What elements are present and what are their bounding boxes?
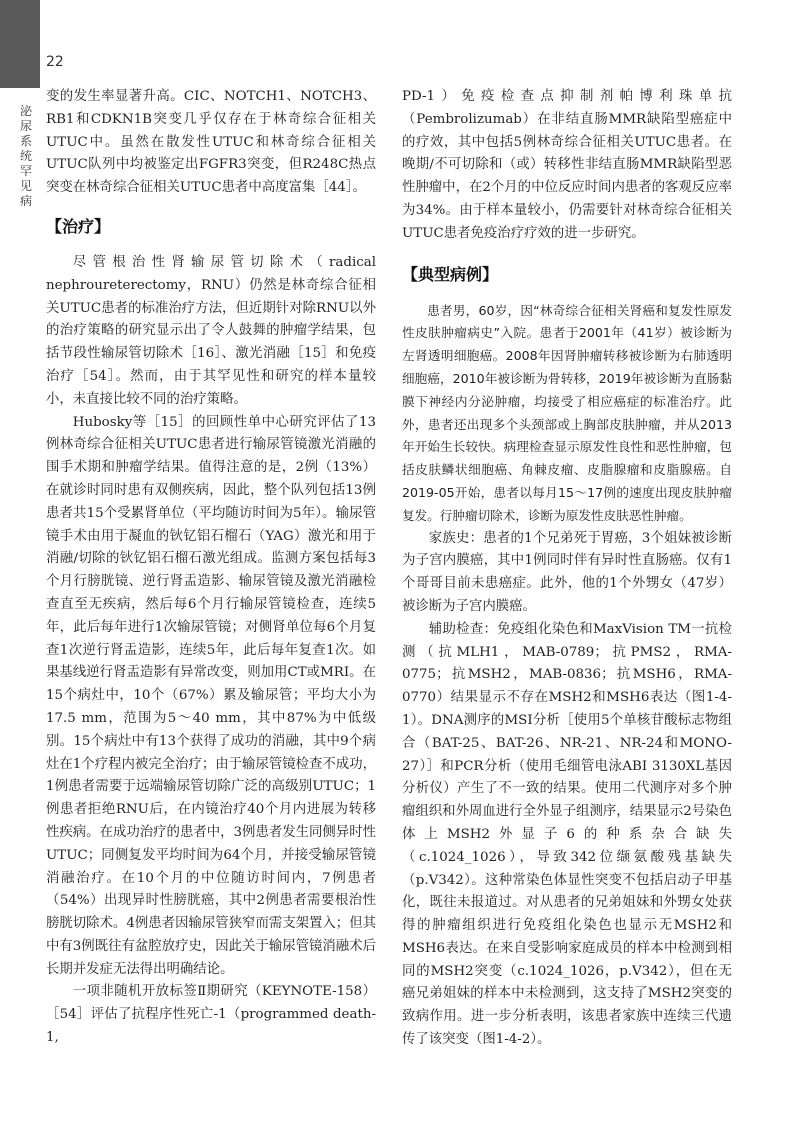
family-history-paragraph: 家族史：患者的1个兄弟死于胃癌，3个姐妹被诊断为子宫内膜癌，其中1例同时伴有异时性直肠癌。仅有1个哥哥目前未患癌症。此外，他的1个外甥女（47岁）被诊断为子宫内膜癌。 — [402, 530, 732, 614]
treatment-paragraph-2: Hubosky等［15］的回顾性单中心研究评估了13例林奇综合征相关UTUC患者进行输尿管镜激光消融的围手术期和肿瘤学结果。值得注意的是，2例（13%）在就诊时同时患有双侧疾病，因此，整个队列包括13例患者共15个受累肾单位（平均随访时间为5年）。输尿管镜手术由用于凝血的钬钇铝石榴石（YAG）激光和用于消融/切除的钬钇铝石榴石激光组成。监测方案包括每3个月行膀胱镜、逆行肾盂造影、输尿管镜及激光消融检查直至无疾病，然后每6个月行输尿管镜检查，连续5年，此后每年进行1次输尿管镜；对侧肾单位每6个月复查1次逆行肾盂造影，连续5年，此后每年复查1次。如果基线逆行肾盂造影有异常改变，则加用CT或MRI。在15个病灶中，10个（67%）累及输尿管；平均大小为17.5 mm，范围为5～40 mm，其中87%为中低级别。15个病灶中有13个获得了成功的消融，其中9个病灶在1个疗程内被完全治疗；由于输尿管镜检查不成功，1例患者需要于远端输尿管切除广泛的高级别UTUC；1例患者拒绝RNU后，在内镜治疗40个月内进展为转移性疾病。在成功治疗的患者中，3例患者发生同侧异时性UTUC；同侧复发平均时间为64个月，并接受输尿管镜消融治疗。在10个月的中位随访时间内，7例患者（54%）出现异时性膀胱癌，其中2例患者需要根治性膀胱切除术。4例患者因输尿管狭窄而需支架置入；但其中有3例既往有盆腔放疗史，因此关于输尿管镜消融术后长期并发症无法得出明确结论。 — [46, 414, 376, 977]
chapter-side-label: 泌尿系统罕见病 — [20, 104, 33, 208]
treatment-paragraph-1: 尽管根治性肾输尿管切除术（radical nephroureterectomy，RNU）仍然是林奇综合征相关UTUC患者的标准治疗方法，但近期针对除RNU以外的治疗策略的研究显示出了令人鼓舞的肿瘤学结果，包括节段性输尿管切除术［16］、激光消融［15］和免疫治疗［54］。然而，由于其罕见性和研究的样本量较小，未直接比较不同的治疗策略。 — [46, 254, 376, 407]
left-column — [46, 86, 376, 1050]
treatment-paragraph-3: 一项非随机开放标签Ⅱ期研究（KEYNOTE-158）［54］评估了抗程序性死亡-1（programmed death-1, — [46, 984, 376, 1046]
intro-paragraph: 变的发生率显著升高。CIC、NOTCH1、NOTCH3、RB1和CDKN1B突变几乎仅存在于林奇综合征相关UTUC中。虽然在散发性UTUC和林奇综合征相关UTUC队列中均被鉴定出FGFR3突变，但R248C热点突变在林奇综合征相关UTUC患者中高度富集［44］。 — [46, 89, 376, 196]
chapter-side-tab — [0, 0, 40, 88]
typical-case-heading: 【典型病例】 — [402, 264, 499, 284]
treatment-heading: 【治疗】 — [46, 216, 111, 236]
treatment-paragraph-3-continued: PD-1）免疫检查点抑制剂帕博利珠单抗（Pembrolizumab）在非结直肠MMR缺陷型癌症中的疗效，其中包括5例林奇综合征相关UTUC患者。在晚期/不可切除和（或）转移性非结直肠MMR缺陷型恶性肿瘤中，在2个月的中位反应时间内患者的客观反应率为34%。由于样本量较小，仍需要针对林奇综合征相关UTUC患者免疫治疗疗效的进一步研究。 — [402, 89, 732, 241]
page-number: 22 — [46, 54, 64, 70]
auxiliary-exam-paragraph: 辅助检查：免疫组化染色和MaxVision TM一抗检测（抗MLH1，MAB-0789；抗PMS2，RMA-0775；抗MSH2，MAB-0836；抗MSH6，RMA-0770）结果显示不存在MSH2和MSH6表达（图1-4-1）。DNA测序的MSI分析［使用5个单核苷酸标志物组合（BAT-25、BAT-26、NR-21、NR-24和MONO-27）］和PCR分析（使用毛细管电泳ABI 3130XL基因分析仪）产生了不一致的结果。使用二代测序对多个肿瘤组织和外周血进行全外显子组测序，结果显示2号染色体上MSH2外显子6的种系杂合缺失（c.1024_1026），导致342位缬氨酸残基缺失（p.V342）。这种常染色体显性突变不包括启动子甲基化，既往未报道过。对从患者的兄弟姐妹和外甥女处获得的肿瘤组织进行免疫组化染色也显示无MSH2和MSH6表达。在来自受影响家庭成员的样本中检测到相同的MSH2突变（c.1024_1026，p.V342），但在无癌兄弟姐妹的样本中未检测到，这支持了MSH2突变的致病作用。进一步分析表明，该患者家族中连续三代遗传了该突变（图1-4-2）。 — [402, 621, 732, 1048]
right-column — [402, 86, 732, 1052]
case-description-paragraph: 患者男，60岁，因“林奇综合征相关肾癌和复发性原发性皮肤肿瘤病史”入院。患者于2001年（41岁）被诊断为左肾透明细胞癌。2008年因肾肿瘤转移被诊断为右肺透明细胞癌，2010年被诊断为骨转移，2019年被诊断为直肠黏膜下神经内分泌肿瘤，均接受了相应癌症的标准治疗。此外，患者还出现多个头颈部或上胸部皮肤肿瘤，并从2013年开始生长较快。病理检查显示原发性良性和恶性肿瘤，包括皮肤鳞状细胞癌、角棘皮瘤、皮脂腺瘤和皮脂腺癌。自2019-05开始，患者以每月15～17例的速度出现皮肤肿瘤复发。行肿瘤切除术，诊断为原发性皮肤恶性肿瘤。 — [402, 302, 732, 523]
